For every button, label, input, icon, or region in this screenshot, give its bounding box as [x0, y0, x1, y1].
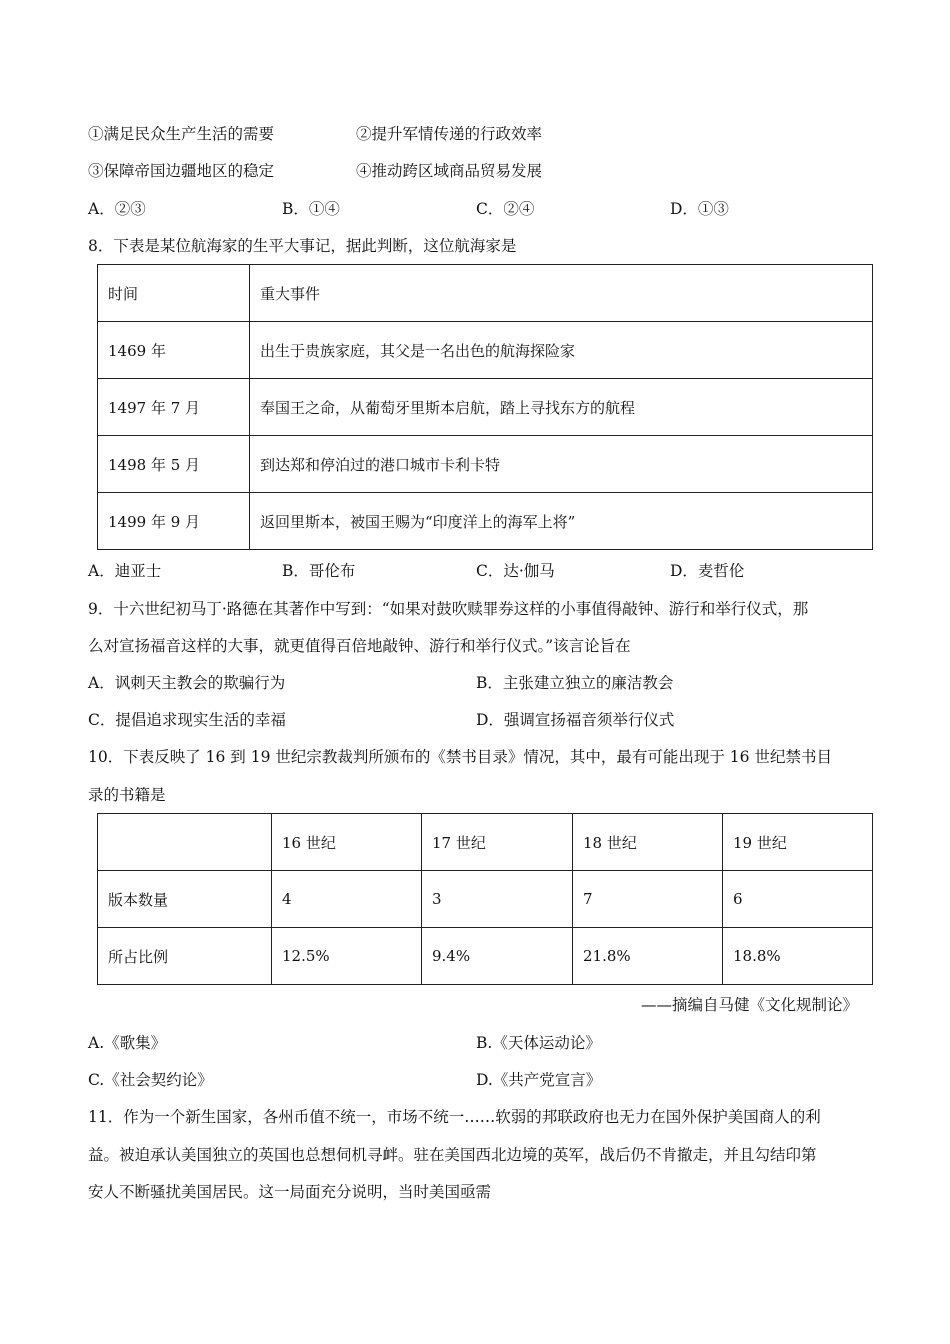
q10-option-b: B.《天体运动论》: [476, 1034, 601, 1052]
table-row: [98, 928, 873, 985]
q11-stem-line-3: 安人不断骚扰美国居民。这一局面充分说明，当时美国亟需: [88, 1183, 492, 1201]
table-row: [98, 436, 873, 493]
q7-option-b: B．①④: [282, 200, 340, 218]
table-header-cell: 16 世纪: [272, 814, 422, 871]
q8-option-d: D．麦哲伦: [670, 562, 745, 580]
q7-option-a: A．②③: [88, 200, 146, 218]
q9-option-d: D．强调宣扬福音须举行仪式: [476, 711, 675, 729]
q7-item-2: ②提升军情传递的行政效率: [356, 125, 543, 143]
table-cell: 21.8%: [573, 928, 723, 985]
table-cell: 7: [573, 871, 723, 928]
q10-stem-line-1: 10．下表反映了 16 到 19 世纪宗教裁判所颁布的《禁书目录》情况，其中，最有可能出现于 16 世纪禁书目: [88, 748, 832, 766]
table-cell: 出生于贵族家庭，其父是一名出色的航海探险家: [250, 322, 873, 379]
table-row: [98, 322, 873, 379]
q9-stem-line-1: 9．十六世纪初马丁·路德在其著作中写到：“如果对鼓吹赎罪券这样的小事值得敲钟、游行和举行仪式，那: [88, 600, 809, 618]
q11-stem-line-2: 益。被迫承认美国独立的英国也总想伺机寻衅。驻在美国西北边境的英军，战后仍不肯撤走，并且勾结印第: [88, 1146, 817, 1164]
table-header-row: [98, 814, 873, 871]
table-header-cell: 重大事件: [250, 265, 873, 322]
q8-option-a: A．迪亚士: [88, 562, 162, 580]
q10-option-d: D.《共产党宣言》: [476, 1071, 602, 1089]
table-row: [98, 871, 873, 928]
q8-option-c: C．达·伽马: [476, 562, 555, 580]
table-cell: 18.8%: [723, 928, 873, 985]
q11-stem-line-1: 11．作为一个新生国家，各州币值不统一，市场不统一……软弱的邦联政府也无力在国外保护美国商人的利: [88, 1108, 821, 1126]
table-cell: 1498 年 5 月: [98, 436, 250, 493]
table-cell: 6: [723, 871, 873, 928]
q7-option-c: C．②④: [476, 200, 535, 218]
table-row: [98, 379, 873, 436]
table-cell: 1469 年: [98, 322, 250, 379]
q10-option-a: A.《歌集》: [88, 1034, 167, 1052]
q10-option-c: C.《社会契约论》: [88, 1071, 213, 1089]
q9-option-a: A．讽刺天主教会的欺骗行为: [88, 674, 286, 692]
q7-item-4: ④推动跨区域商品贸易发展: [356, 162, 543, 180]
q10-source-citation: ——摘编自马健《文化规制论》: [640, 996, 858, 1014]
table-cell: 到达郑和停泊过的港口城市卡利卡特: [250, 436, 873, 493]
q7-option-d: D．①③: [670, 200, 729, 218]
table-cell: 奉国王之命，从葡萄牙里斯本启航，踏上寻找东方的航程: [250, 379, 873, 436]
table-cell: 所占比例: [98, 928, 272, 985]
q8-table: [97, 264, 873, 550]
table-header-cell: 19 世纪: [723, 814, 873, 871]
table-cell: 版本数量: [98, 871, 272, 928]
q9-stem-line-2: 么对宣扬福音这样的大事，就更值得百倍地敲钟、游行和举行仪式。”该言论旨在: [88, 637, 631, 655]
table-header-cell: [98, 814, 272, 871]
table-header-row: [98, 265, 873, 322]
table-cell: 1497 年 7 月: [98, 379, 250, 436]
table-header-cell: 17 世纪: [422, 814, 573, 871]
table-header-cell: 时间: [98, 265, 250, 322]
table-cell: 4: [272, 871, 422, 928]
q7-item-1: ①满足民众生产生活的需要: [88, 125, 275, 143]
table-header-cell: 18 世纪: [573, 814, 723, 871]
table-cell: 12.5%: [272, 928, 422, 985]
q9-option-b: B．主张建立独立的廉洁教会: [476, 674, 674, 692]
q10-table: [97, 813, 873, 985]
q9-option-c: C．提倡追求现实生活的幸福: [88, 711, 286, 729]
q8-stem: 8．下表是某位航海家的生平大事记，据此判断，这位航海家是: [88, 237, 517, 255]
q10-stem-line-2: 录的书籍是: [88, 786, 166, 804]
table-cell: 返回里斯本，被国王赐为“印度洋上的海军上将”: [250, 493, 873, 550]
table-cell: 1499 年 9 月: [98, 493, 250, 550]
q8-option-b: B．哥伦布: [282, 562, 356, 580]
table-cell: 3: [422, 871, 573, 928]
table-row: [98, 493, 873, 550]
q7-item-3: ③保障帝国边疆地区的稳定: [88, 162, 275, 180]
table-cell: 9.4%: [422, 928, 573, 985]
